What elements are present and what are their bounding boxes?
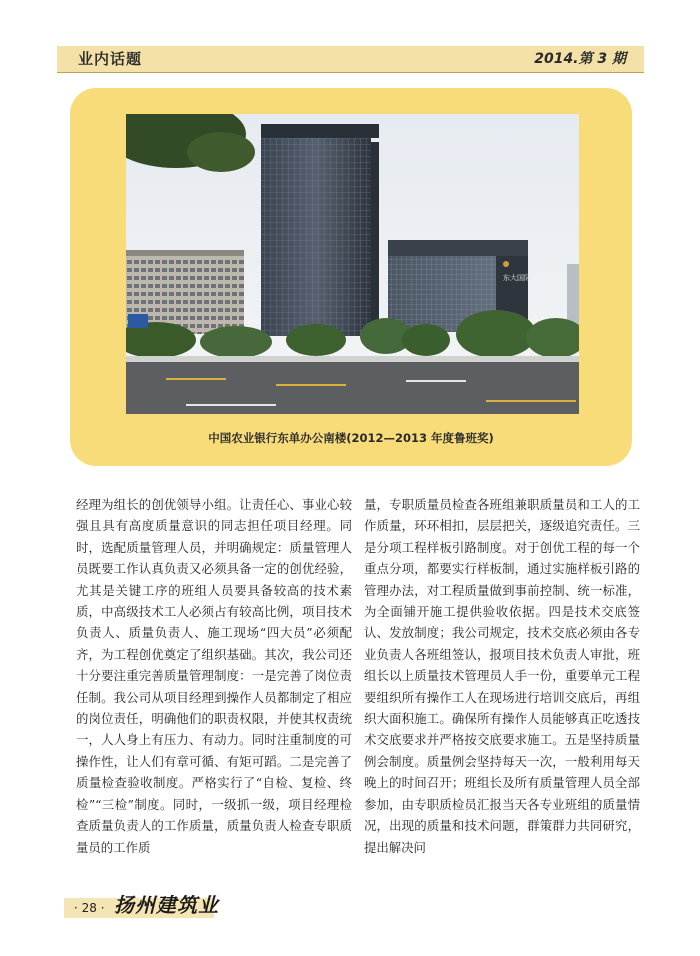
magazine-title-logo: 扬州建筑业 xyxy=(114,893,219,917)
page-number: · 28 · xyxy=(74,901,105,915)
building-photo xyxy=(126,114,579,414)
body-column-right: 量，专职质量员检查各班组兼职质量员和工人的工作质量，环环相扣，层层把关，逐级追究责任。三是分项工程样板引路制度。对于创优工程的每一个重点分项，都要实行样板制，通过实施样板引路的管理办法，对工程质量做到事前控制、统一标准，为全面铺开施工提供验收依据。四是技术交底签认、发放制度；我公司规定，技术交底必须由各专业负责人各班组签认，报项目技术负责人审批，班组长以上质量技术管理员人手一份，重要单元工程要组织所有操作工人在现场进行培训交底后，再组织大面积施工。确保所有操作人员能够真正吃透技术交底要求并严格按交底要求施工。五是坚持质量例会制度。质量例会坚持每天一次，一般利用每天晚上的时间召开；班组长及所有质量管理人员全部参加，由专职质检员汇报当天各专业班组的质量情况，出现的质量和技术问题，群策群力共同研究，提出解决问 xyxy=(364,497,640,855)
section-title: 业内话题 xyxy=(78,50,143,68)
building-sign: 东大国际 xyxy=(503,274,531,282)
issue-label: 2014.第 3 期 xyxy=(534,51,626,67)
body-column-left: 经理为组长的创优领导小组。让责任心、事业心较强且具有高度质量意识的同志担任项目经理。同时，选配质量管理人员，并明确规定：质量管理人员既要工作认真负责又必须具备一定的创优经验，尤其是关键工序的班组人员要具备较高的技术素质，中高级技术工人必须占有较高比例，项目技术负责人、质量负责人、施工现场“四大员”必须配齐，为工程创优奠定了组织基础。其次，我公司还十分要注重完善质量管理制度：一是完善了岗位责任制。我公司从项目经理到操作人员都制定了相应的岗位责任，明确他们的职责权限，并使其权责统一，人人身上有压力、有动力。同时注重制度的可操作性，让人们有章可循、有矩可蹈。二是完善了质量检查验收制度。严格实行了“自检、复检、终检”“三检”制度。同时，一级抓一级，项目经理检查质量负责人的工作质量，质量负责人检查专职质量员的工作质 xyxy=(76,497,352,855)
figure-caption: 中国农业银行东单办公南楼(2012—2013 年度鲁班奖) xyxy=(208,431,494,445)
header-divider xyxy=(57,72,644,73)
